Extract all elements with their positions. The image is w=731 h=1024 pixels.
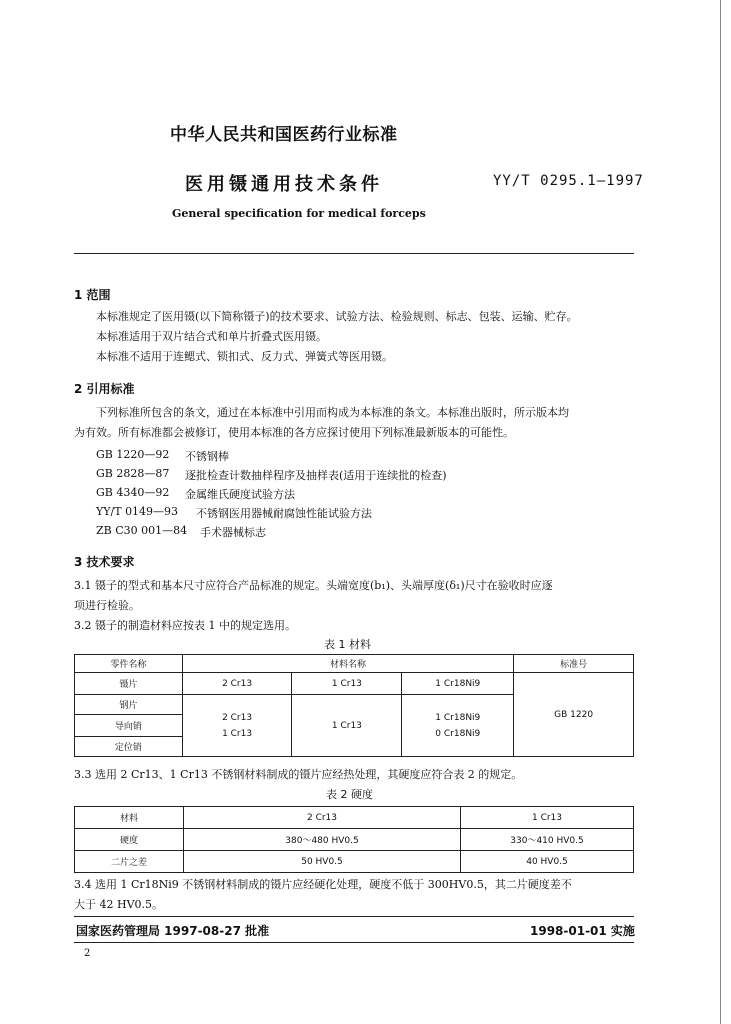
materials-table	[74, 654, 634, 757]
table-header-row	[75, 655, 634, 673]
table-1-caption: 表 1 材料	[324, 638, 371, 651]
section-1-line-1: 本标准规定了医用镊(以下简称镊子)的技术要求、试验方法、检验规则、标志、包装、运输、贮存。	[96, 310, 578, 323]
org-title: 中华人民共和国医药行业标准	[170, 125, 398, 145]
standard-code: YY/T 0295.1—1997	[493, 173, 644, 189]
clause-3-4-line-2: 大于 42 HV0.5。	[74, 898, 164, 911]
value-cell: 50 HV0.5	[184, 851, 461, 873]
ref-title: 金属维氏硬度试验方法	[185, 488, 295, 501]
standard-title: 医用镊通用技术条件	[185, 174, 383, 195]
table-header-row	[75, 807, 634, 829]
material-cell	[402, 695, 514, 757]
material-cell: 1 Cr13	[292, 673, 402, 695]
ref-title: 不锈钢医用器械耐腐蚀性能试验方法	[196, 507, 372, 520]
ref-code: GB 4340—92	[96, 486, 170, 499]
standard-cell: GB 1220	[514, 673, 634, 757]
hardness-table	[74, 806, 634, 873]
material-line: 1 Cr13	[222, 728, 253, 739]
section-2-line-2: 为有效。所有标准都会被修订，使用本标准的各方应探讨使用下列标准最新版本的可能性。	[74, 426, 514, 439]
ref-code: ZB C30 001—84	[96, 524, 188, 537]
value-cell: 380～480 HV0.5	[184, 829, 461, 851]
material-line: 2 Cr13	[222, 712, 253, 723]
ref-title: 逐批检查计数抽样程序及抽样表(适用于连续批的检查)	[185, 469, 447, 482]
english-title: General specification for medical forceps	[172, 207, 426, 220]
header-cell: 零件名称	[75, 655, 183, 673]
section-2-heading: 2 引用标准	[74, 382, 135, 396]
section-1-heading: 1 范围	[74, 288, 111, 302]
ref-title: 不锈钢棒	[185, 450, 229, 463]
value-cell: 330～410 HV0.5	[461, 829, 634, 851]
material-line: 1 Cr18Ni9	[435, 712, 481, 723]
ref-code: YY/T 0149—93	[96, 505, 179, 518]
clause-3-1-line-2: 项进行检验。	[74, 599, 140, 612]
part-cell: 定位销	[75, 737, 183, 757]
material-cell: 1 Cr18Ni9	[402, 673, 514, 695]
ref-title: 手术器械标志	[200, 526, 266, 539]
ref-code: GB 1220—92	[96, 448, 170, 461]
header-cell: 材料	[75, 807, 184, 829]
part-cell: 镊片	[75, 673, 183, 695]
part-cell: 钢片	[75, 695, 183, 715]
section-1-line-3: 本标准不适用于连鳃式、锁扣式、反力式、弹簧式等医用镊。	[96, 350, 393, 363]
material-cell: 2 Cr13	[182, 673, 292, 695]
clause-3-3: 3.3 选用 2 Cr13、1 Cr13 不锈钢材料制成的镊片应经热处理，其硬度应符合表 2 的规定。	[74, 768, 523, 781]
footer-bottom-divider	[74, 942, 634, 943]
section-3-heading: 3 技术要求	[74, 555, 135, 569]
approval-line: 国家医药管理局 1997-08-27 批准	[76, 924, 270, 938]
ref-code: GB 2828—87	[96, 467, 170, 480]
clause-3-2: 3.2 镊子的制造材料应按表 1 中的规定选用。	[74, 619, 296, 632]
section-2-line-1: 下列标准所包含的条文，通过在本标准中引用而构成为本标准的条文。本标准出版时，所示版本均	[96, 406, 569, 419]
table-2-caption: 表 2 硬度	[326, 788, 373, 801]
clause-3-4-line-1: 3.4 选用 1 Cr18Ni9 不锈钢材料制成的镊片应经硬化处理，硬度不低于 300HV0.5，其二片硬度差不	[74, 878, 572, 891]
section-1-line-2: 本标准适用于双片结合式和单片折叠式医用镊。	[96, 330, 327, 343]
row-label-cell: 硬度	[75, 829, 184, 851]
clause-3-1-line-1: 3.1 镊子的型式和基本尺寸应符合产品标准的规定。头端宽度(b₁)、头端厚度(δ₁)尺寸在验收时应逐	[74, 579, 553, 592]
material-cell: 1 Cr13	[292, 695, 402, 757]
header-cell: 标准号	[514, 655, 634, 673]
header-cell: 2 Cr13	[184, 807, 461, 829]
material-line: 0 Cr18Ni9	[435, 728, 481, 739]
page-number: 2	[84, 948, 91, 959]
scan-edge-line	[720, 0, 721, 1024]
table-row	[75, 673, 634, 695]
effective-date: 1998-01-01 实施	[530, 924, 635, 938]
footer-divider	[74, 916, 634, 917]
header-cell: 1 Cr13	[461, 807, 634, 829]
part-cell: 导向销	[75, 715, 183, 737]
table-row	[75, 829, 634, 851]
header-divider	[74, 253, 634, 254]
material-cell	[182, 695, 292, 757]
row-label-cell: 二片之差	[75, 851, 184, 873]
header-cell: 材料名称	[182, 655, 514, 673]
value-cell: 40 HV0.5	[461, 851, 634, 873]
table-row	[75, 851, 634, 873]
